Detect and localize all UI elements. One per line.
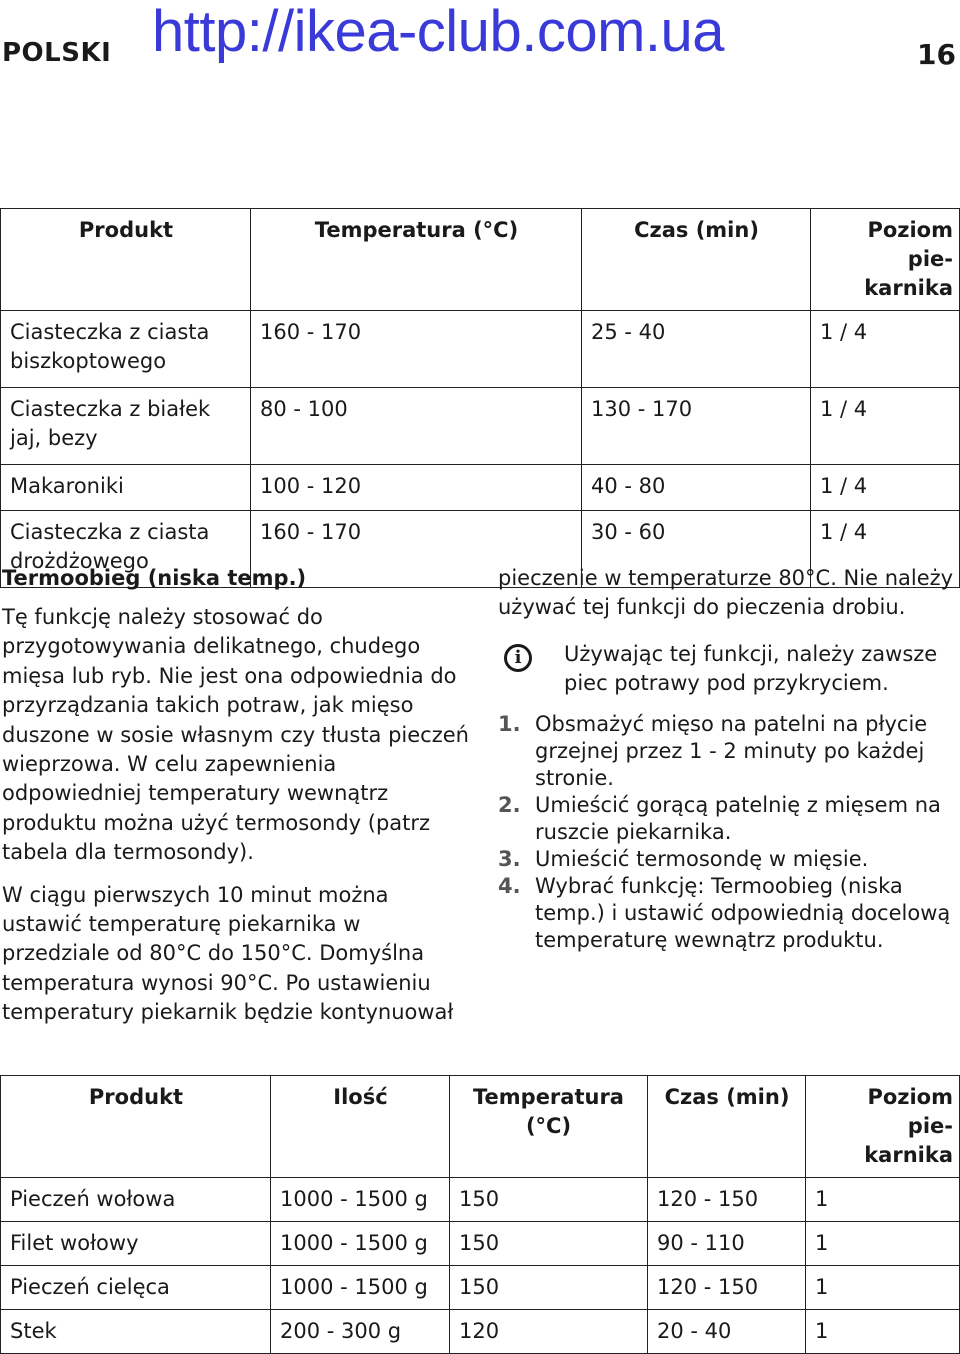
table-cell: Pieczeń wołowa [1, 1178, 271, 1222]
section-heading: Termoobieg (niska temp.) [2, 566, 307, 590]
table-cell: 1 / 4 [811, 311, 960, 388]
list-item [498, 846, 960, 873]
table-cell: Ciasteczka z ciasta drożdżowego [1, 511, 251, 588]
left-text-column [2, 564, 472, 1041]
table-cell: 160 - 170 [251, 311, 582, 388]
table-cell: 40 - 80 [582, 465, 811, 511]
page-number: 16 [917, 38, 956, 71]
paragraph: Tę funkcję należy stosować do przygotowywania delikatnego, chudego mięsa lub ryb. Nie jest ona odpowiednia do przyrządzania takich potraw, jak mięso duszone w sosie własnym czy tłusta pieczeń wieprzowa. W celu zapewnienia odpowiedniej temperatury wewnątrz produktu można użyć termosondy (patrz tabela dla termosondy). [2, 605, 469, 865]
table-cell: Pieczeń cielęca [1, 1266, 271, 1310]
table-header-row [1, 1076, 960, 1178]
table-cell: 160 - 170 [251, 511, 582, 588]
step-text: Obsmażyć mięso na patelni na płycie grzejnej przez 1 - 2 minuty po każdej stronie. [535, 711, 928, 790]
table-cell: 1000 - 1500 g [271, 1222, 450, 1266]
step-text: Wybrać funkcję: Termoobieg (niska temp.) i ustawić odpowiednią docelową temperaturę wewnątrz produktu. [535, 873, 951, 952]
info-note [498, 640, 960, 699]
table-cell: 150 [450, 1266, 648, 1310]
header-cell: Temperatura (°C) [450, 1076, 648, 1178]
table-cell: 120 - 150 [648, 1178, 806, 1222]
header-cell: Poziom pie- karnika [806, 1076, 960, 1178]
step-text: Umieścić gorącą patelnię z mięsem na ruszcie piekarnika. [535, 792, 941, 844]
table-cell: 1 / 4 [811, 465, 960, 511]
table-cell: 90 - 110 [648, 1222, 806, 1266]
table-row [1, 1222, 960, 1266]
table-cell: 120 - 150 [648, 1266, 806, 1310]
list-item [498, 792, 960, 846]
paragraph: pieczenie w temperaturze 80°C. Nie należy używać tej funkcji do pieczenia drobiu. [498, 566, 954, 620]
step-number: 4. [498, 873, 521, 898]
list-item [498, 873, 960, 954]
header-cell: Produkt [1, 209, 251, 311]
baking-table [0, 208, 960, 588]
table-cell: 80 - 100 [251, 388, 582, 465]
table-cell: Ciasteczka z ciasta biszkoptowego [1, 311, 251, 388]
watermark-url: http://ikea-club.com.ua [152, 0, 725, 64]
header-cell: Temperatura (°C) [251, 209, 582, 311]
table-row [1, 1178, 960, 1222]
step-number: 3. [498, 846, 521, 871]
note-text: Używając tej funkcji, należy zawsze piec potrawy pod przykryciem. [564, 641, 938, 696]
table-cell: 25 - 40 [582, 311, 811, 388]
table-cell: 150 [450, 1222, 648, 1266]
table-cell: 1 [806, 1266, 960, 1310]
table-cell: Ciasteczka z białek jaj, bezy [1, 388, 251, 465]
table-cell: 1000 - 1500 g [271, 1178, 450, 1222]
table-cell: Stek [1, 1310, 271, 1354]
table-row [1, 1266, 960, 1310]
header-cell: Produkt [1, 1076, 271, 1178]
header-cell: Poziom pie- karnika [811, 209, 960, 311]
table-row [1, 465, 960, 511]
table-cell: 120 [450, 1310, 648, 1354]
header-cell: Ilość [271, 1076, 450, 1178]
table-cell: 130 - 170 [582, 388, 811, 465]
table-cell: 20 - 40 [648, 1310, 806, 1354]
table-cell: 1 / 4 [811, 388, 960, 465]
meat-probe-table [0, 1075, 960, 1354]
table-row [1, 1310, 960, 1354]
steps-list [498, 711, 960, 954]
table-cell: 1 / 4 [811, 511, 960, 588]
table-cell: 1 [806, 1222, 960, 1266]
table-row [1, 311, 960, 388]
table-row [1, 388, 960, 465]
step-text: Umieścić termosondę w mięsie. [535, 846, 869, 871]
table-cell: 1 [806, 1310, 960, 1354]
table-cell: 30 - 60 [582, 511, 811, 588]
header-cell: Czas (min) [582, 209, 811, 311]
table-cell: 1 [806, 1178, 960, 1222]
step-number: 1. [498, 711, 521, 736]
header-cell: Czas (min) [648, 1076, 806, 1178]
table-cell: Makaroniki [1, 465, 251, 511]
section-language-label: POLSKI [2, 38, 112, 68]
table-cell: 150 [450, 1178, 648, 1222]
table-cell: 1000 - 1500 g [271, 1266, 450, 1310]
paragraph: W ciągu pierwszych 10 minut można ustawić temperaturę piekarnika w przedziale od 80°C do 150°C. Domyślna temperatura wynosi 90°C. Po ustawieniu temperatury piekarnik będzie kontynuował [2, 882, 454, 1025]
info-icon: i [504, 644, 532, 672]
list-item [498, 711, 960, 792]
table-cell: 200 - 300 g [271, 1310, 450, 1354]
right-text-column [498, 564, 960, 954]
table-header-row [1, 209, 960, 311]
step-number: 2. [498, 792, 521, 817]
table-cell: Filet wołowy [1, 1222, 271, 1266]
table-cell: 100 - 120 [251, 465, 582, 511]
